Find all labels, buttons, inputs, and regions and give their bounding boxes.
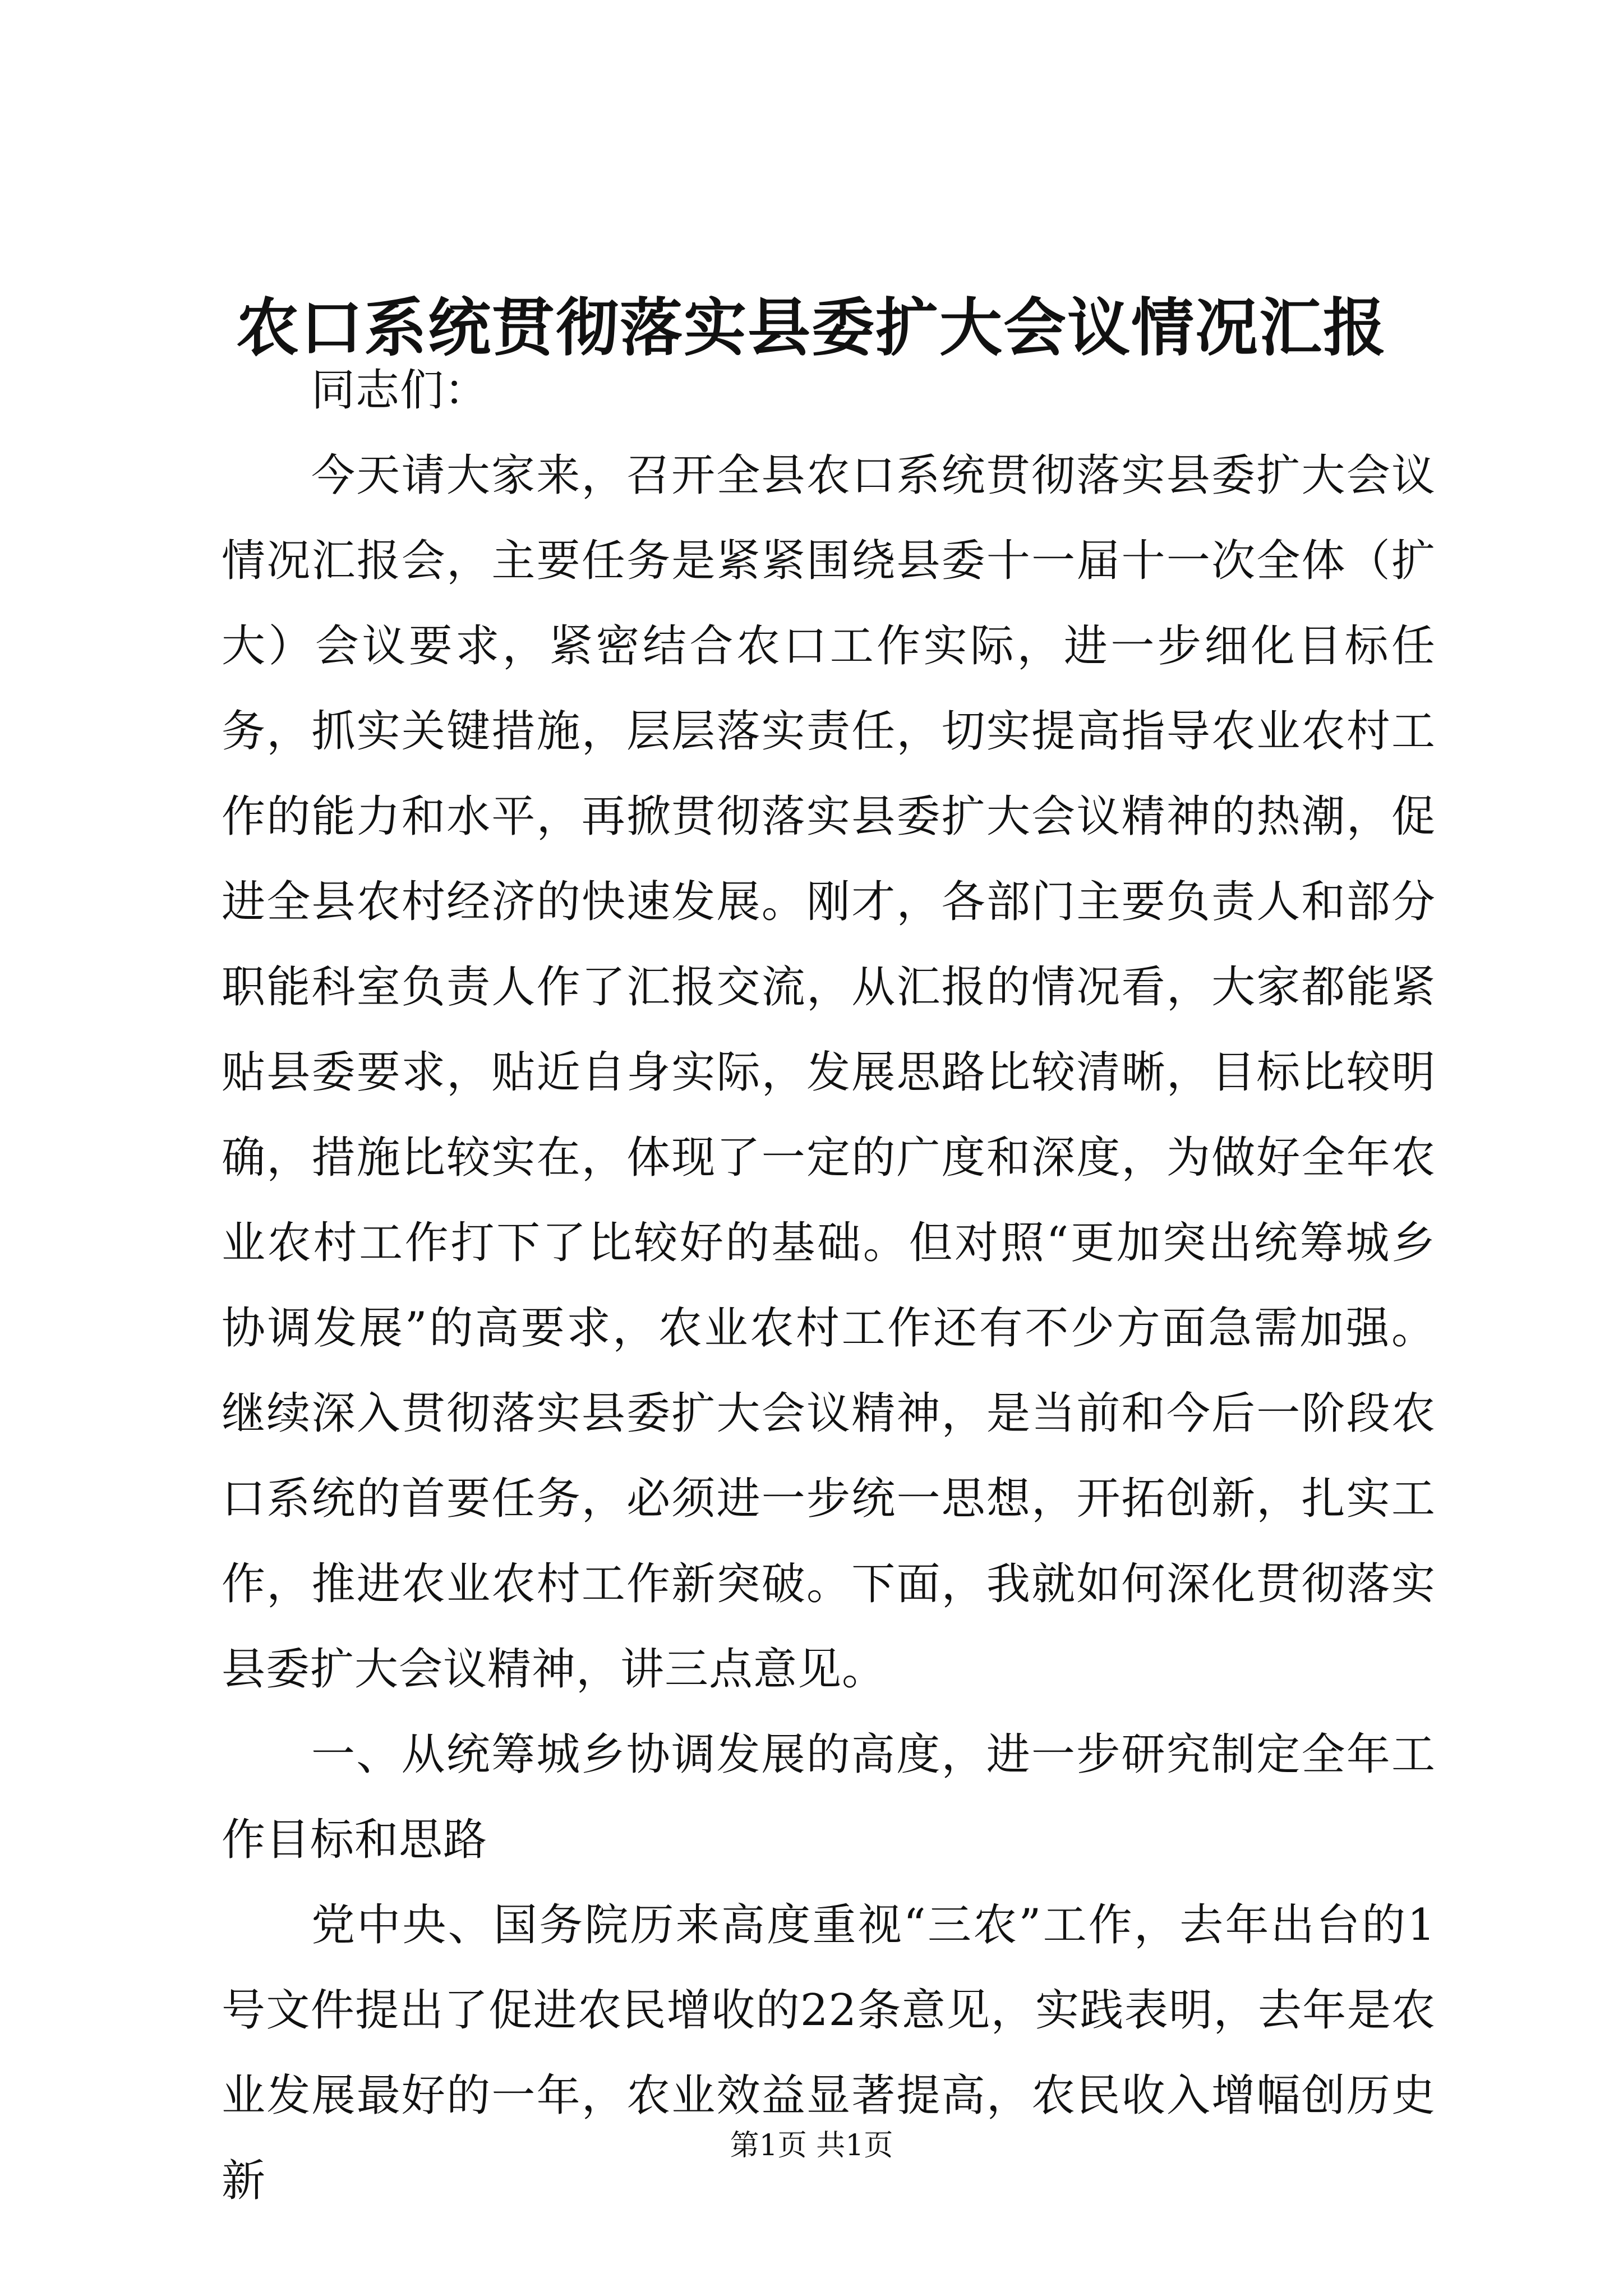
salutation-paragraph: 同志们： xyxy=(311,365,489,416)
document-title: 农口系统贯彻落实县委扩大会议情况汇报 xyxy=(236,291,1387,365)
document-body xyxy=(222,348,1436,2224)
section-1-paragraph: 党中央、国务院历来高度重视“三农”工作，去年出台的1号文件提出了促进农民增收的22条意见，实践表明，去年是农业发展最好的一年，农业效益显著提高，农民收入增幅创历史新 xyxy=(222,1900,1436,2206)
section-heading-1: 一、从统筹城乡协调发展的高度，进一步研究制定全年工作目标和思路 xyxy=(222,1729,1436,1865)
page-footer: 第1页 共1页 xyxy=(730,2129,893,2162)
intro-paragraph: 今天请大家来，召开全县农口系统贯彻落实县委扩大会议情况汇报会，主要任务是紧紧围绕县委十一届十一次全体（扩大）会议要求，紧密结合农口工作实际，进一步细化目标任务，抓实关键措施，层层落实责任，切实提高指导农业农村工作的能力和水平，再掀贯彻落实县委扩大会议精神的热潮，促进全县农村经济的快速发展。刚才，各部门主要负责人和部分职能科室负责人作了汇报交流，从汇报的情况看，大家都能紧贴县委要求，贴近自身实际，发展思路比较清晰，目标比较明确，措施比较实在，体现了一定的广度和深度，为做好全年农业农村工作打下了比较好的基础。但对照“更加突出统筹城乡协调发展”的高要求，农业农村工作还有不少方面急需加强。继续深入贯彻落实县委扩大会议精神，是当前和今后一阶段农口系统的首要任务，必须进一步统一思想，开拓创新，扎实工作，推进农业农村工作新突破。下面，我就如何深化贯彻落实县委扩大会议精神，讲三点意见。 xyxy=(222,450,1436,1695)
